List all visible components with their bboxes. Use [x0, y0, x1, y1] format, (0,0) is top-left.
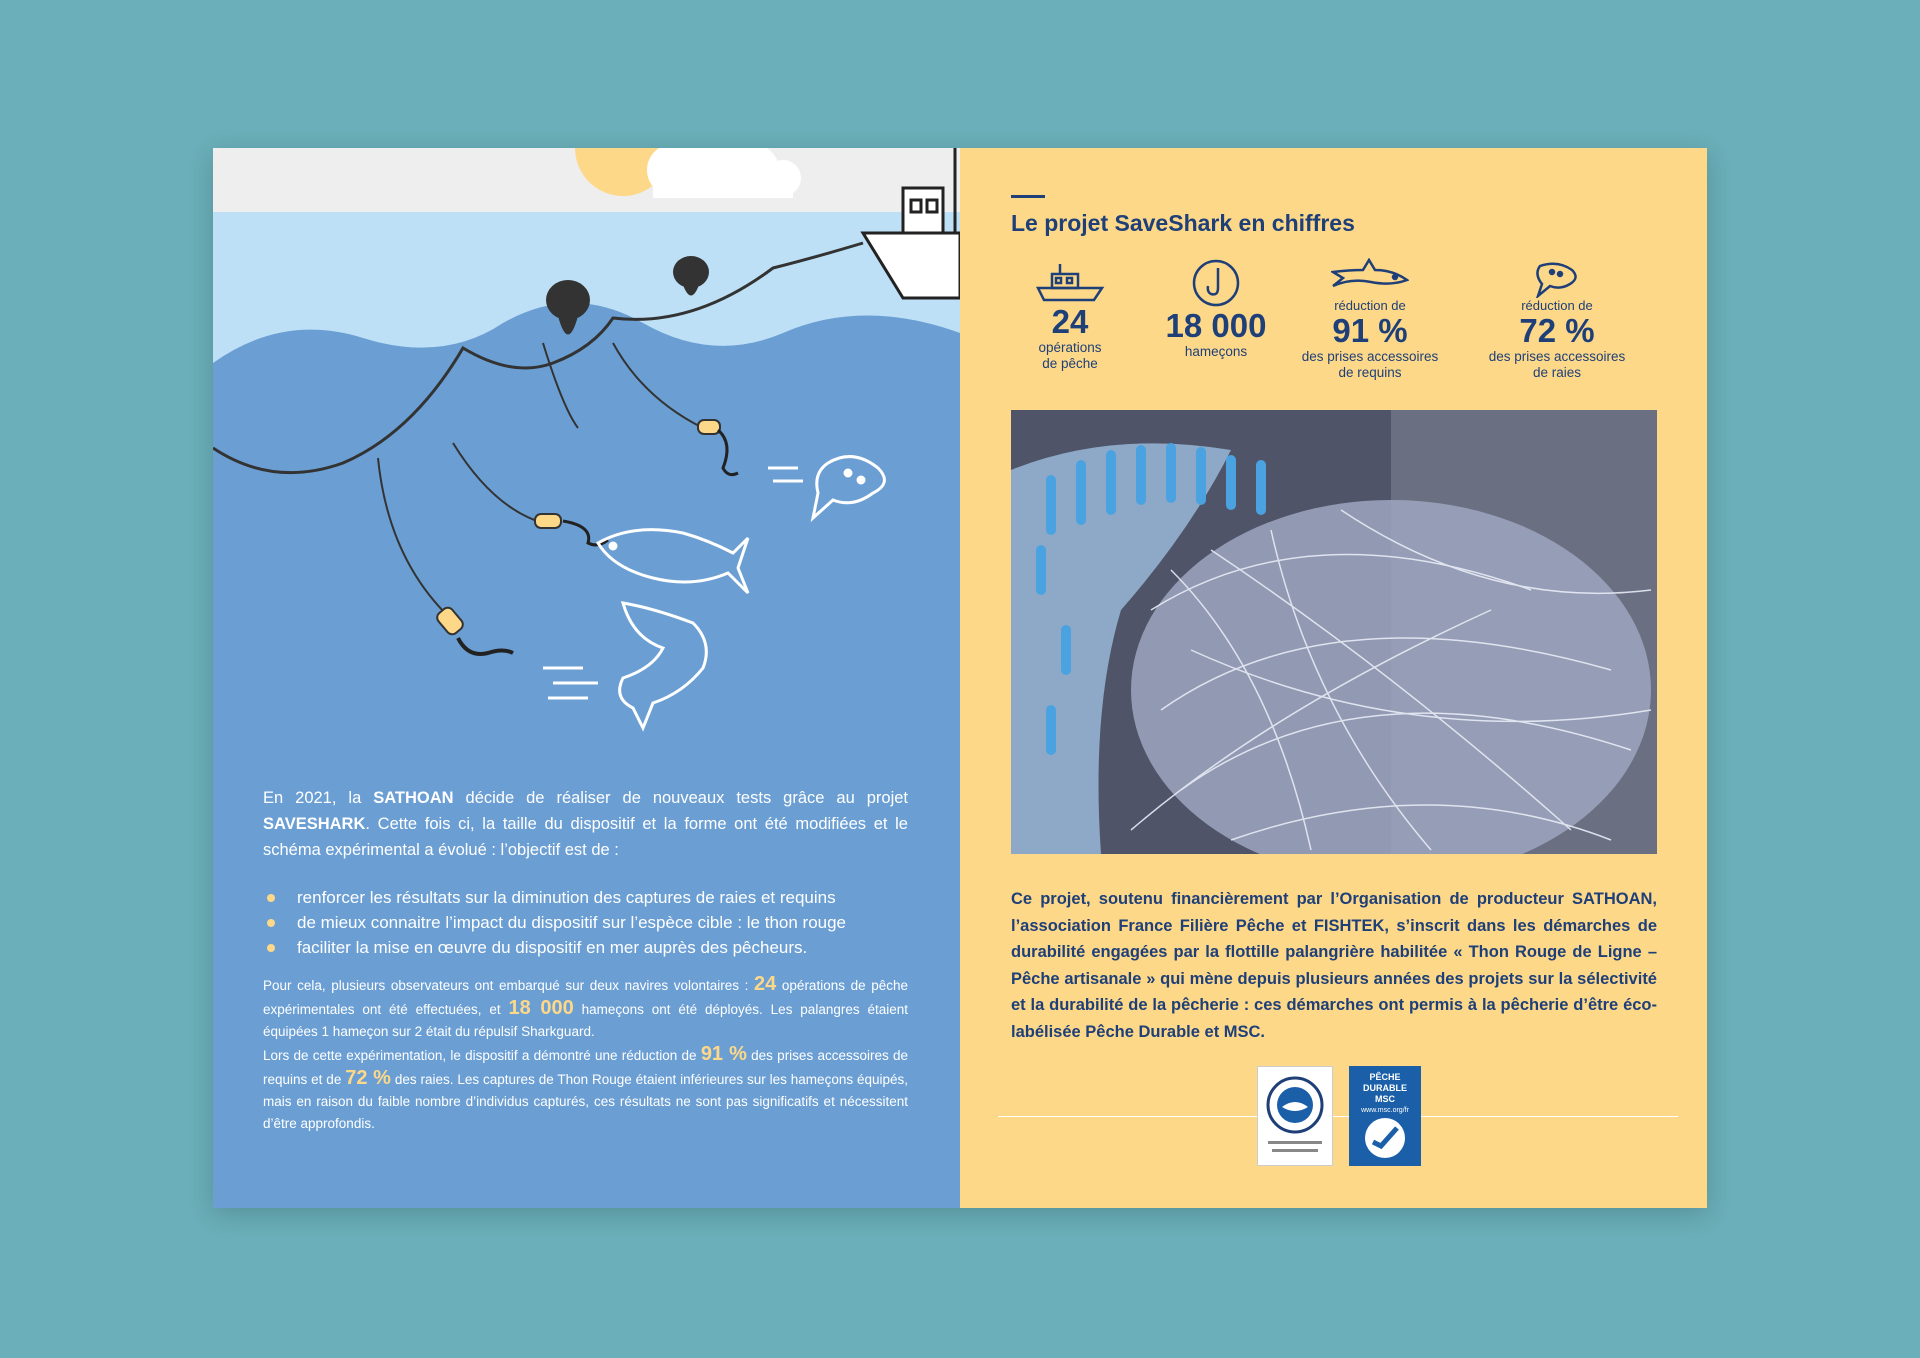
- brochure-spread: [213, 148, 1707, 1208]
- peche-durable-logo: [1257, 1066, 1333, 1166]
- stat-number: 91 %: [1332, 312, 1408, 349]
- boat-icon: [1034, 258, 1106, 304]
- stats-row: [990, 258, 1680, 378]
- msc-logo: [1349, 1066, 1421, 1166]
- stat-label: opérations: [1038, 340, 1102, 355]
- stat-label-2: de raies: [1532, 365, 1582, 380]
- results-num-24: 24: [754, 973, 777, 995]
- section-title: Le projet SaveShark en chiffres: [1011, 210, 1355, 236]
- stat-hooks: [1136, 258, 1296, 360]
- ray-icon: [1530, 258, 1584, 298]
- intro-text-3: . Cette fois ci, la taille du dispositif et la forme ont été modifiées et le schéma expérimental a évolué : l’objectif est de :: [263, 815, 908, 859]
- msc-url: www.msc.org/fr: [1361, 1107, 1409, 1114]
- stat-number: 18 000: [1165, 307, 1267, 344]
- title-rule: [1011, 195, 1045, 198]
- msc-line-2: DURABLE: [1363, 1083, 1407, 1093]
- msc-fish-icon: [1359, 1116, 1411, 1160]
- right-page: [960, 148, 1707, 1208]
- results-text-1: Pour cela, plusieurs observateurs ont embarqué sur deux navires volontaires :: [263, 978, 755, 993]
- stat-sharks: [1290, 258, 1450, 381]
- intro-bold-saveshark: SAVESHARK: [263, 815, 366, 833]
- stat-label-2: de pêche: [1042, 356, 1098, 371]
- intro-text-2: décide de réaliser de nouveaux tests grâce au projet: [453, 789, 908, 807]
- stat-pre: réduction de: [1521, 298, 1593, 313]
- stat-label: des prises accessoires: [1488, 349, 1626, 364]
- objective-item: de mieux connaitre l’impact du dispositif sur l’espèce cible : le thon rouge: [263, 910, 923, 935]
- results-text-5: des prises accessoires de requins et de: [263, 1048, 908, 1087]
- stat-number: 24: [1051, 303, 1089, 340]
- msc-line-3: MSC: [1375, 1094, 1395, 1104]
- results-num-18000: 18 000: [508, 997, 574, 1019]
- stat-label: hameçons: [1184, 344, 1248, 359]
- results-num-72: 72 %: [345, 1067, 391, 1089]
- longline-illustration: [213, 148, 960, 768]
- stat-pre: réduction de: [1334, 298, 1406, 313]
- footer-rule: [998, 1116, 1678, 1117]
- results-text-3: hameçons ont été déployés. Les palangres étaient équipées 1 hameçon sur 2 était du répulsif Sharkguard.: [263, 1002, 908, 1039]
- stat-operations: [990, 258, 1150, 372]
- project-paragraph: Ce projet, soutenu financièrement par l’Organisation de producteur SATHOAN, l’association France Filière Pêche et FISHTEK, s’inscrit dans les démarches de durabilité engagées par la flottille palangrière habilitée « Thon Rouge de Ligne – Pêche artisanale » qui mène depuis plusieurs années des projets sur la sélectivité et la durabilité de la pêcherie : ces démarches ont permis à la pêcherie d’être éco-labélisée Pêche Durable et MSC.: [1011, 890, 1657, 1041]
- stat-number: 72 %: [1519, 312, 1595, 349]
- msc-line-1: PÊCHE: [1369, 1072, 1401, 1082]
- intro-bold-sathoan: SATHOAN: [373, 789, 454, 807]
- shark-icon: [1331, 258, 1409, 298]
- longline-photo: [1011, 410, 1657, 854]
- objective-item: faciliter la mise en œuvre du dispositif en mer auprès des pêcheurs.: [263, 935, 923, 960]
- results-text-6: des raies. Les captures de Thon Rouge étaient inférieures sur les hameçons équipés, mais en raison du faible nombre d’individus capturés, ces résultats ne sont pas significatifs et nécessitent d’être approfondis.: [263, 1072, 909, 1131]
- stat-label-2: de requins: [1338, 365, 1402, 380]
- results-num-91: 91 %: [700, 1043, 747, 1065]
- objectives-list: [263, 885, 923, 960]
- hook-icon: [1191, 258, 1241, 308]
- stat-label: des prises accessoires: [1301, 349, 1439, 364]
- results-text-2: opérations de pêche expérimentales ont été effectuées, et: [263, 978, 908, 1017]
- intro-paragraph: [263, 785, 908, 863]
- intro-text-1: En 2021, la: [263, 789, 374, 807]
- stat-rays: [1477, 258, 1637, 381]
- results-paragraph: [263, 973, 908, 1135]
- objective-item: renforcer les résultats sur la diminution des captures de raies et requins: [263, 885, 923, 910]
- results-text-4: Lors de cette expérimentation, le dispositif a démontré une réduction de: [263, 1048, 701, 1063]
- left-page: [213, 148, 960, 1208]
